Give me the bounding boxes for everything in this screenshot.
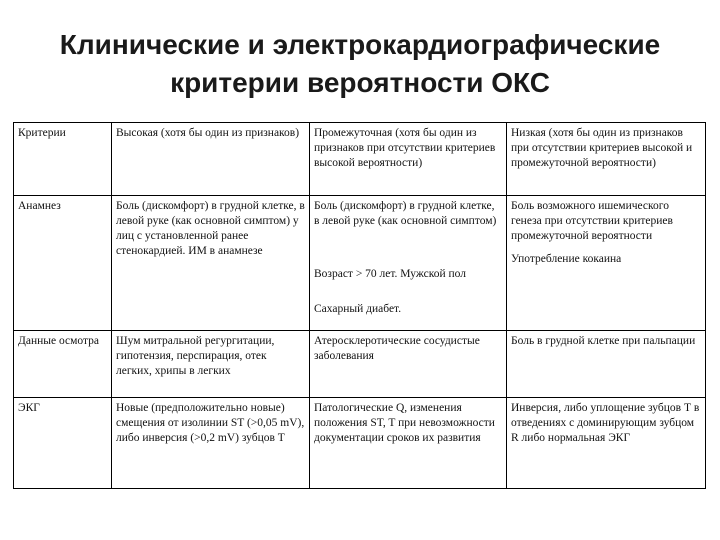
header-criteria: Критерии <box>14 123 112 196</box>
cell-exam-high: Шум митральной регургитации, гипотензия, перспирация, отек легких, хрипы в легких <box>112 331 310 398</box>
cell-ecg-intermediate: Патологические Q, изменения положения ST, T при невозможности документации сроков их развития <box>310 398 507 489</box>
table-row-ecg <box>14 398 706 489</box>
anamnesis-intermediate-diabetes: Сахарный диабет. <box>314 303 402 315</box>
cell-anamnesis-intermediate <box>310 196 507 331</box>
row-label-ecg: ЭКГ <box>14 398 112 489</box>
page-title <box>0 26 720 102</box>
cell-anamnesis-high: Боль (дискомфорт) в грудной клетке, в левой руке (как основной симптом) у лиц с установленной ранее стенокардией. ИМ в анамнезе <box>112 196 310 331</box>
header-intermediate: Промежуточная (хотя бы один из признаков при отсутствии критериев высокой вероятности) <box>310 123 507 196</box>
header-low: Низкая (хотя бы один из признаков при отсутствии критериев высокой и промежуточной вероятности) <box>507 123 706 196</box>
anamnesis-low-pain: Боль возможного ишемического генеза при отсутствии критериев промежуточной вероятности <box>511 200 673 242</box>
criteria-table <box>13 122 706 489</box>
table-row-anamnesis <box>14 196 706 331</box>
anamnesis-low-cocaine: Употребление кокаина <box>511 253 622 265</box>
cell-exam-low: Боль в грудной клетке при пальпации <box>507 331 706 398</box>
cell-ecg-high: Новые (предположительно новые) смещения от изолинии ST (>0,05 mV), либо инверсия (>0,2 mV) зубцов T <box>112 398 310 489</box>
anamnesis-intermediate-pain: Боль (дискомфорт) в грудной клетке, в левой руке (как основной симптом) <box>314 200 497 227</box>
title-line-2: критерии вероятности ОКС <box>170 67 550 98</box>
table-row-exam <box>14 331 706 398</box>
anamnesis-intermediate-age: Возраст > 70 лет. Мужской пол <box>314 268 466 280</box>
title-line-1: Клинические и электрокардиографические <box>59 29 661 60</box>
header-high: Высокая (хотя бы один из признаков) <box>112 123 310 196</box>
table-header-row <box>14 123 706 196</box>
cell-ecg-low: Инверсия, либо уплощение зубцов Т в отведениях с доминирующим зубцом R либо нормальная ЭКГ <box>507 398 706 489</box>
cell-exam-intermediate: Атеросклеротические сосудистые заболевания <box>310 331 507 398</box>
row-label-exam: Данные осмотра <box>14 331 112 398</box>
cell-anamnesis-low <box>507 196 706 331</box>
row-label-anamnesis: Анамнез <box>14 196 112 331</box>
